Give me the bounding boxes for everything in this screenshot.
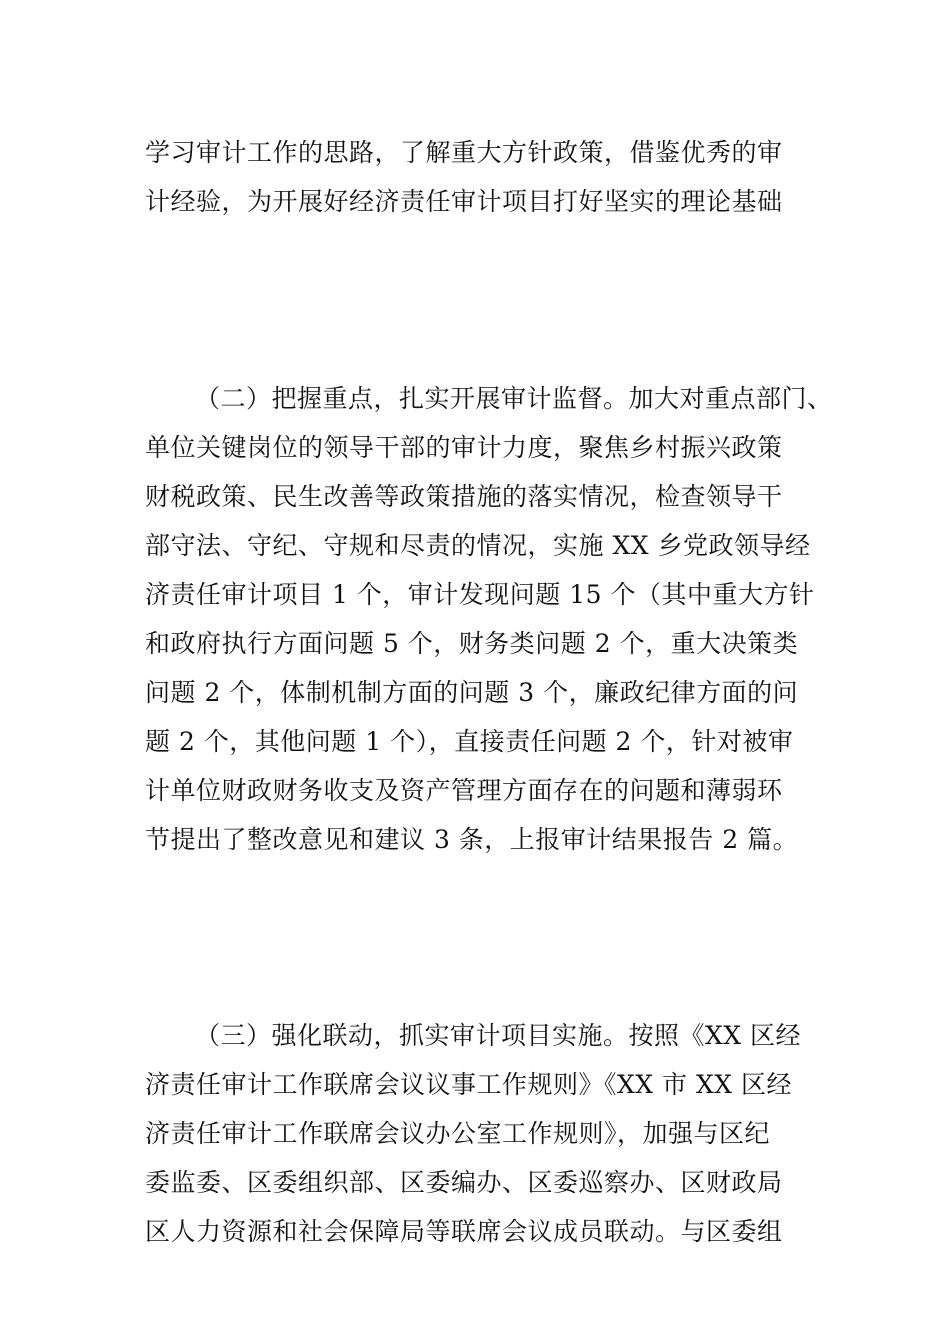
- paragraph-2-line-9: 计单位财政财务收支及资产管理方面存在的问题和薄弱环: [145, 776, 783, 805]
- paragraph-2-line-4: 部守法、守纪、守规和尽责的情况，实施 XX 乡党政领导经: [145, 531, 811, 560]
- paragraph-3-line-4: 委监委、区委组织部、区委编办、区委巡察办、区财政局: [145, 1168, 783, 1197]
- paragraph-3-line-3: 济责任审计工作联席会议办公室工作规则》，加强与区纪: [145, 1119, 771, 1148]
- paragraph-2-line-5: 济责任审计项目 1 个，审计发现问题 15 个（其中重大方针: [145, 580, 815, 609]
- paragraph-2-line-2: 单位关键岗位的领导干部的审计力度，聚焦乡村振兴政策: [145, 433, 783, 462]
- paragraph-2-line-8: 题 2 个，其他问题 1 个），直接责任问题 2 个，针对被审: [145, 727, 794, 756]
- paragraph-2-line-7: 问题 2 个，体制机制方面的问题 3 个，廉政纪律方面的问: [145, 678, 799, 707]
- paragraph-2-line-1: （二）把握重点，扎实开展审计监督。加大对重点部门、: [195, 384, 833, 413]
- paragraph-3-line-1: （三）强化联动，抓实审计项目实施。按照《XX 区经: [195, 1021, 802, 1050]
- paragraph-3-line-2: 济责任审计工作联席会议议事工作规则》《XX 市 XX 区经: [145, 1070, 793, 1099]
- paragraph-3-line-5: 区人力资源和社会保障局等联席会议成员联动。与区委组: [145, 1217, 783, 1246]
- paragraph-2-line-6: 和政府执行方面问题 5 个，财务类问题 2 个，重大决策类: [145, 629, 799, 658]
- paragraph-1-line-1: 学习审计工作的思路，了解重大方针政策，借鉴优秀的审: [145, 138, 783, 167]
- paragraph-2-line-3: 财税政策、民生改善等政策措施的落实情况，检查领导干: [145, 482, 783, 511]
- paragraph-2-line-10: 节提出了整改意见和建议 3 条，上报审计结果报告 2 篇。: [145, 825, 799, 854]
- paragraph-1-line-2: 计经验，为开展好经济责任审计项目打好坚实的理论基础: [145, 187, 783, 216]
